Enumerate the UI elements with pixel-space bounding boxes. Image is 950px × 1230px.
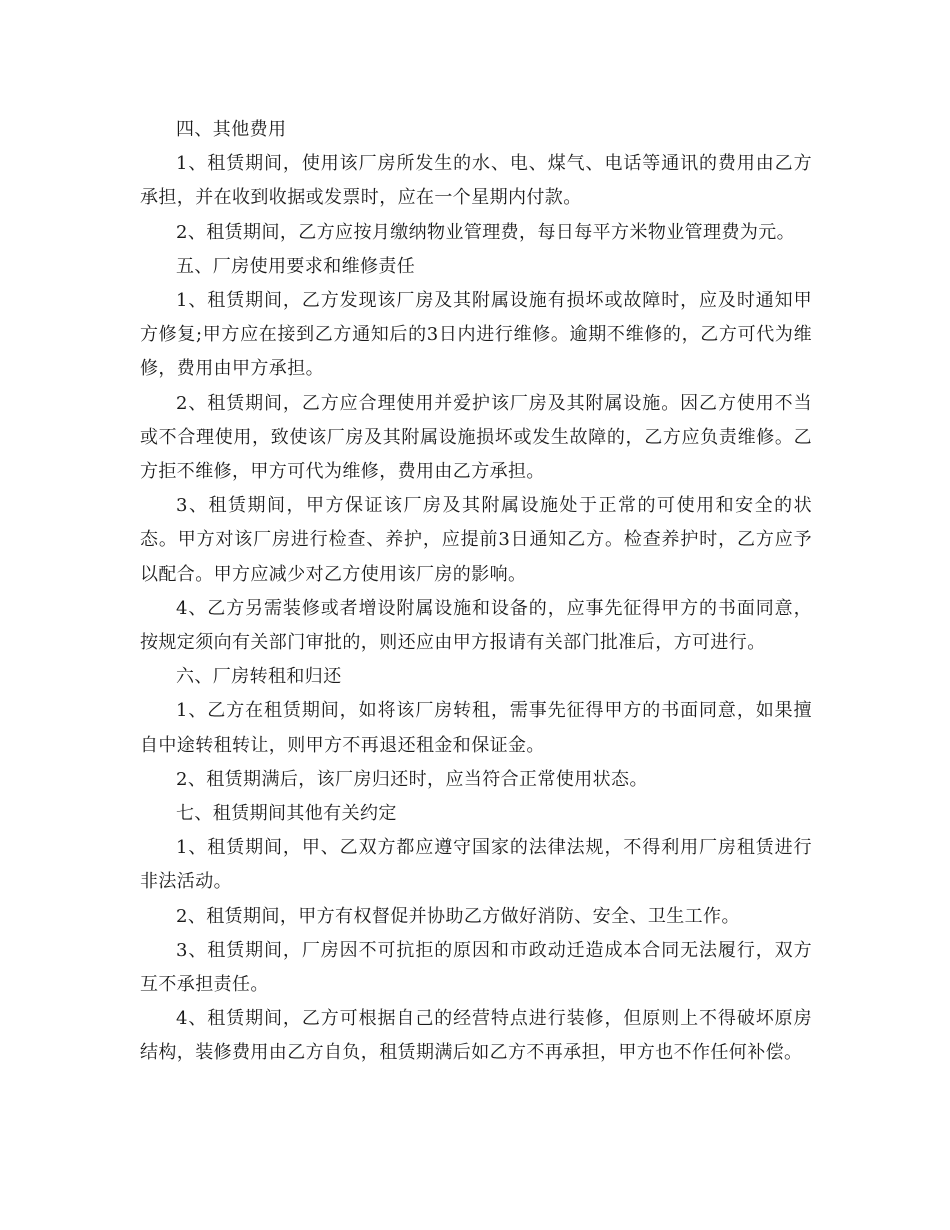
clause-4-2: 2、租赁期间，乙方应按月缴纳物业管理费，每日每平方米物业管理费为元。: [176, 221, 796, 243]
clause-7-2: 2、租赁期间，甲方有权督促并协助乙方做好消防、安全、卫生工作。: [176, 905, 740, 927]
clause-5-4: 4、乙方另需装修或者增设附属设施和设备的，应事先征得甲方的书面同意，按规定须向有关部门审批的，则还应由甲方报请有关部门批准后，方可进行。: [140, 597, 812, 654]
clause-5-3: 3、租赁期间，甲方保证该厂房及其附属设施处于正常的可使用和安全的状态。甲方对该厂房进行检查、养护，应提前3日通知乙方。检查养护时，乙方应予以配合。甲方应减少对乙方使用该厂房的影响。: [140, 495, 812, 585]
section-heading-other-agreements: 七、租赁期间其他有关约定: [176, 803, 397, 825]
clause-5-2: 2、租赁期间，乙方应合理使用并爱护该厂房及其附属设施。因乙方使用不当或不合理使用，致使该厂房及其附属设施损坏或发生故障的，乙方应负责维修。乙方拒不维修，甲方可代为维修，费用由乙方承担。: [140, 392, 812, 483]
section-heading-usage-maintenance: 五、厂房使用要求和维修责任: [176, 255, 416, 277]
clause-5-1: 1、租赁期间，乙方发现该厂房及其附属设施有损坏或故障时，应及时通知甲方修复;甲方应在接到乙方通知后的3日内进行维修。逾期不维修的，乙方可代为维修，费用由甲方承担。: [140, 290, 812, 380]
section-heading-other-fees: 四、其他费用: [176, 119, 287, 140]
clause-4-1: 1、租赁期间，使用该厂房所发生的水、电、煤气、电话等通讯的费用由乙方承担，并在收到收据或发票时，应在一个星期内付款。: [140, 153, 812, 209]
clause-6-1: 1、乙方在租赁期间，如将该厂房转租，需事先征得甲方的书面同意，如果擅自中途转租转让，则甲方不再退还租金和保证金。: [140, 700, 812, 756]
clause-7-3: 3、租赁期间，厂房因不可抗拒的原因和市政动迁造成本合同无法履行，双方互不承担责任。: [140, 939, 812, 996]
document-body: [140, 113, 812, 1071]
clause-7-4: 4、租赁期间，乙方可根据自己的经营特点进行装修，但原则上不得破坏原房结构，装修费用由乙方自负，租赁期满后如乙方不再承担，甲方也不作任何补偿。: [140, 1008, 812, 1064]
clause-6-2: 2、租赁期满后，该厂房归还时，应当符合正常使用状态。: [176, 768, 648, 790]
section-heading-sublease-return: 六、厂房转租和归还: [176, 666, 342, 688]
clause-7-1: 1、租赁期间，甲、乙双方都应遵守国家的法律法规，不得利用厂房租赁进行非法活动。: [140, 837, 812, 893]
